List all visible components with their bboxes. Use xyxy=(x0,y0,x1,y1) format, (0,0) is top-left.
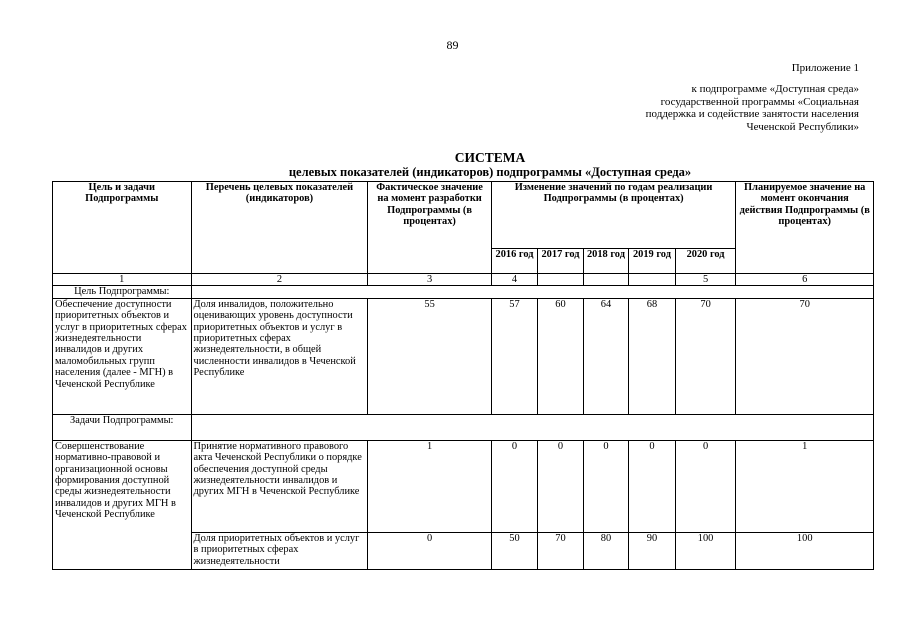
year-value: 0 xyxy=(583,440,628,532)
header-year: 2017 год xyxy=(538,249,583,274)
header-planned-value: Планируемое значение на момент окончания действия Подпрограммы (в процентах) xyxy=(736,182,874,274)
year-value: 90 xyxy=(629,532,676,569)
column-number: 4 xyxy=(491,274,538,286)
empty-cell xyxy=(191,414,874,440)
goal-text: Обеспечение доступности приоритетных объектов и услуг в приоритетных сферах жизнедеятельности инвалидов и других маломобильных групп населения (далее - МГН) в Чеченской Республике xyxy=(53,298,192,414)
appendix-subtitle xyxy=(646,83,859,133)
header-row xyxy=(53,182,874,249)
actual-value: 55 xyxy=(368,298,491,414)
appendix-line: Чеченской Республики» xyxy=(746,120,859,133)
empty-cell xyxy=(538,274,583,286)
year-value: 70 xyxy=(538,532,583,569)
numbering-row xyxy=(53,274,874,286)
year-value: 50 xyxy=(491,532,538,569)
tasks-label-row xyxy=(53,414,874,440)
year-value: 68 xyxy=(629,298,676,414)
indicator-text: Доля инвалидов, положительно оценивающих уровень доступности приоритетных объектов и услуг в приоритетных сферах жизнедеятельности, в общей численности инвалидов в Чеченской Республике xyxy=(191,298,368,414)
column-number: 1 xyxy=(53,274,192,286)
appendix-line: поддержка и содействие занятости населения xyxy=(645,108,859,120)
appendix-line: государственной программы «Социальная xyxy=(660,95,859,108)
empty-cell xyxy=(583,274,628,286)
empty-cell xyxy=(191,286,874,298)
appendix-line: к подпрограмме «Доступная среда» xyxy=(691,83,859,95)
indicators-table xyxy=(52,181,874,570)
header-year: 2019 год xyxy=(629,249,676,274)
goal-label: Цель Подпрограммы: xyxy=(53,286,192,298)
actual-value: 1 xyxy=(368,440,491,532)
header-yearly-change: Изменение значений по годам реализации Подпрограммы (в процентах) xyxy=(491,182,736,249)
indicator-text: Доля приоритетных объектов и услуг в приоритетных сферах жизнедеятельности xyxy=(191,532,368,569)
header-goals-tasks: Цель и задачи Подпрограммы xyxy=(53,182,192,274)
indicator-text: Принятие нормативного правового акта Чеченской Республики о порядке обеспечения доступной среды жизнедеятельности инвалидов и других МГН в Чеченской Республике xyxy=(191,440,368,532)
goal-label-row xyxy=(53,286,874,298)
column-number: 2 xyxy=(191,274,368,286)
year-value: 64 xyxy=(583,298,628,414)
table-row xyxy=(53,298,874,414)
document-title: СИСТЕМА xyxy=(454,150,526,165)
header-year: 2016 год xyxy=(491,249,538,274)
year-value: 57 xyxy=(491,298,538,414)
year-value: 70 xyxy=(675,298,736,414)
year-value: 60 xyxy=(538,298,583,414)
header-year: 2018 год xyxy=(583,249,628,274)
document-subtitle: целевых показателей (индикаторов) подпрограммы «Доступная среда» xyxy=(288,165,692,179)
header-indicators: Перечень целевых показателей (индикаторов) xyxy=(191,182,368,274)
header-actual-value: Фактическое значение на момент разработки Подпрограммы (в процентах) xyxy=(368,182,491,274)
year-value: 100 xyxy=(675,532,736,569)
page-number: 89 xyxy=(446,38,459,52)
planned-value: 100 xyxy=(736,532,874,569)
actual-value: 0 xyxy=(368,532,491,569)
empty-cell xyxy=(629,274,676,286)
column-number: 6 xyxy=(736,274,874,286)
year-value: 80 xyxy=(583,532,628,569)
appendix-title: Приложение 1 xyxy=(791,62,859,74)
column-number: 5 xyxy=(675,274,736,286)
column-number: 3 xyxy=(368,274,491,286)
planned-value: 1 xyxy=(736,440,874,532)
year-value: 0 xyxy=(538,440,583,532)
task-text: Совершенствование нормативно-правовой и организационной основы формирования доступной среды жизнедеятельности инвалидов и других МГН в Чеченской Республике xyxy=(53,440,192,569)
header-year: 2020 год xyxy=(675,249,736,274)
tasks-label: Задачи Подпрограммы: xyxy=(53,414,192,440)
year-value: 0 xyxy=(629,440,676,532)
year-value: 0 xyxy=(491,440,538,532)
year-value: 0 xyxy=(675,440,736,532)
planned-value: 70 xyxy=(736,298,874,414)
table-row xyxy=(53,440,874,532)
